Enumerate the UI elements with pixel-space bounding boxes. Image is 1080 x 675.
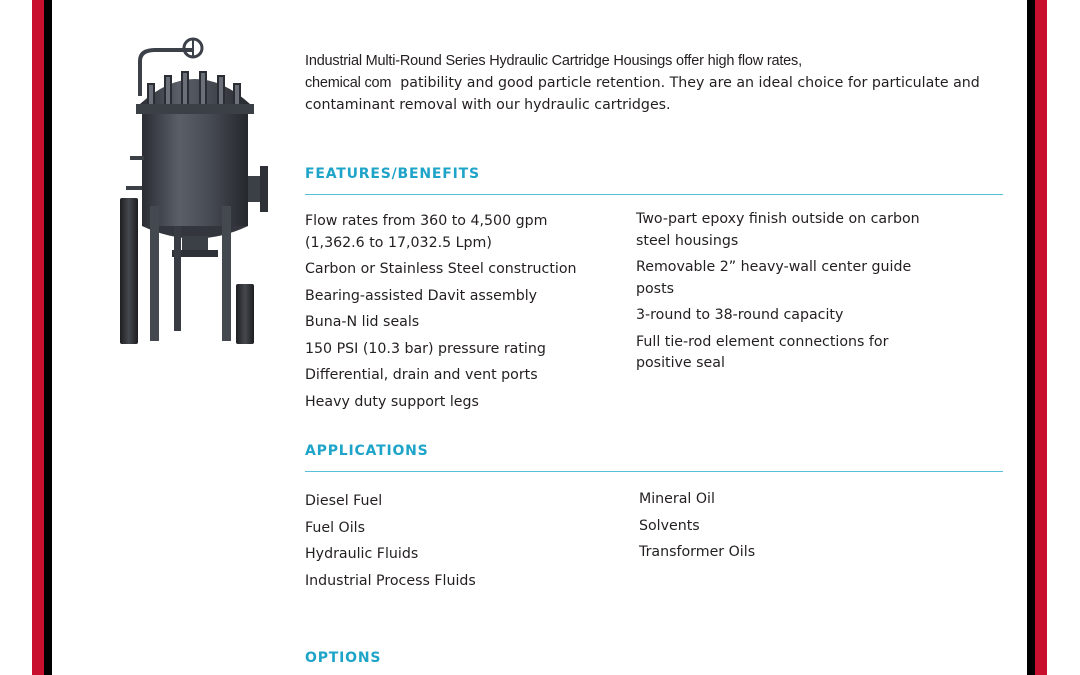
feature-item-line: posts: [636, 280, 675, 297]
applications-divider: [305, 471, 1003, 472]
application-item: Solvents: [639, 517, 700, 534]
applications-list-right: [639, 486, 959, 566]
application-item: Transformer Oils: [639, 544, 756, 560]
feature-item-line: Buna-N lid seals: [305, 314, 420, 330]
applications-list-left: [305, 488, 625, 594]
right-border: [1031, 0, 1047, 675]
feature-item-line: Differential, drain and vent ports: [305, 367, 538, 383]
application-item: Industrial Process Fluids: [305, 572, 476, 589]
feature-item-line: 3-round to 38-round capacity: [636, 307, 844, 323]
feature-item: [305, 286, 625, 308]
feature-item-line: steel housings: [636, 232, 739, 249]
feature-item: [636, 209, 976, 252]
feature-item: [636, 305, 976, 327]
features-list-right: [636, 209, 976, 380]
intro-line-2-end: patibility and good particle retention. They are an ideal choice for particulate and: [400, 75, 980, 91]
features-heading: FEATURES/BENEFITS: [305, 166, 480, 182]
feature-item-line: Bearing-assisted Davit assembly: [305, 287, 538, 304]
feature-item-line: Heavy duty support legs: [305, 393, 479, 410]
feature-item-line: Flow rates from 360 to 4,500 gpm: [305, 213, 548, 229]
intro-line-2-start: chemical com: [305, 75, 392, 91]
feature-item: [305, 365, 625, 387]
filter-housing-image: [110, 36, 270, 351]
feature-item: [305, 339, 625, 361]
left-border: [32, 0, 48, 675]
feature-item-line: Full tie-rod element connections for: [636, 333, 889, 350]
application-item: Hydraulic Fluids: [305, 546, 419, 562]
feature-item: [305, 259, 625, 281]
features-divider: [305, 194, 1003, 195]
feature-item: [305, 312, 625, 334]
feature-item-line: (1,362.6 to 17,032.5 Lpm): [305, 234, 492, 251]
options-heading: OPTIONS: [305, 650, 382, 666]
feature-item-line: 150 PSI (10.3 bar) pressure rating: [305, 340, 546, 357]
application-item: Mineral Oil: [639, 491, 715, 507]
intro-line-3: contaminant removal with our hydraulic cartridges.: [305, 97, 671, 113]
feature-item: [636, 257, 976, 300]
intro-paragraph: [305, 50, 1005, 116]
feature-item-line: Two-part epoxy finish outside on carbon: [636, 211, 920, 227]
feature-item-line: positive seal: [636, 355, 725, 371]
application-item: Fuel Oils: [305, 519, 365, 536]
feature-item: [305, 392, 625, 414]
features-list-left: [305, 211, 625, 418]
feature-item: [636, 332, 976, 375]
feature-item-line: Carbon or Stainless Steel construction: [305, 261, 577, 277]
feature-item-line: Removable 2” heavy-wall center guide: [636, 259, 912, 275]
intro-line-1: Industrial Multi-Round Series Hydraulic Cartridge Housings offer high flow rates,: [305, 53, 802, 69]
applications-heading: APPLICATIONS: [305, 443, 429, 459]
application-item: Diesel Fuel: [305, 493, 383, 509]
feature-item: [305, 211, 625, 254]
intro-line-2: [305, 72, 1005, 94]
